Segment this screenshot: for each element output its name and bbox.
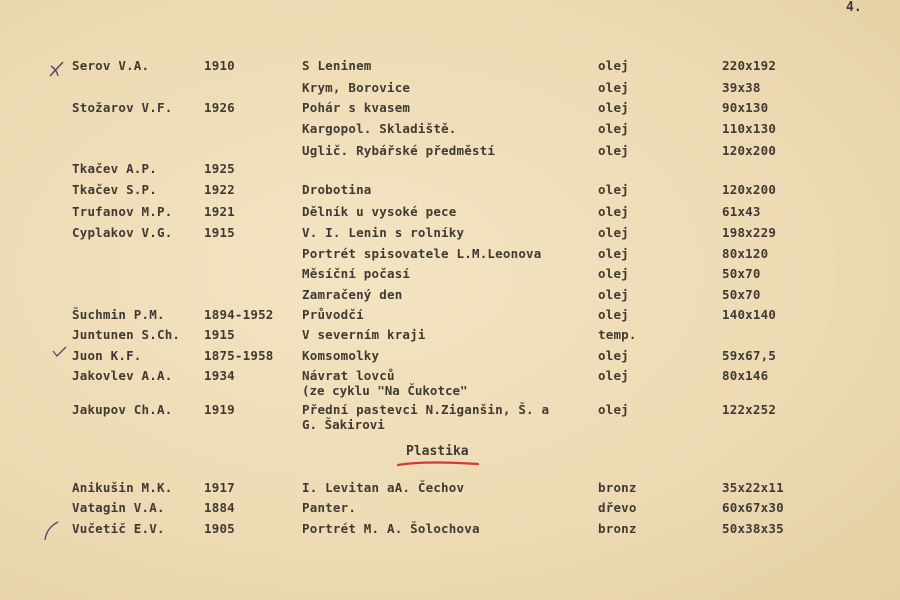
- artist-years: 1917: [204, 480, 235, 495]
- table-row: [0, 246, 900, 266]
- artwork-title: Panter.: [302, 500, 357, 515]
- artist-name: Trufanov M.P.: [72, 204, 173, 219]
- page-number: 4.: [846, 0, 862, 15]
- artist-name: Tkačev S.P.: [72, 182, 157, 197]
- artist-years: 1915: [204, 225, 235, 240]
- artwork-medium: olej: [598, 80, 629, 95]
- artwork-dimensions: 50x70: [722, 287, 761, 302]
- table-row: [0, 204, 900, 224]
- artwork-dimensions: 50x38x35: [722, 521, 784, 536]
- table-row: [0, 121, 900, 141]
- artist-years: 1884: [204, 500, 235, 515]
- artwork-title: Portrét spisovatele L.M.Leonova: [302, 246, 542, 261]
- artwork-dimensions: 61x43: [722, 204, 761, 219]
- artist-years: 1934: [204, 368, 235, 383]
- artwork-dimensions: 120x200: [722, 143, 777, 158]
- artwork-medium: olej: [598, 225, 629, 240]
- artwork-title: Komsomolky: [302, 348, 380, 363]
- artwork-dimensions: 140x140: [722, 307, 777, 322]
- artist-years: 1919: [204, 402, 235, 417]
- artwork-title: Dělník u vysoké pece: [302, 204, 457, 219]
- artwork-dimensions: 50x70: [722, 266, 761, 281]
- artwork-medium: olej: [598, 266, 629, 281]
- artwork-title: Pohár s kvasem: [302, 100, 411, 115]
- artwork-title: Návrat lovců: [302, 368, 395, 383]
- artist-years: 1905: [204, 521, 235, 536]
- artist-name: Jakovlev A.A.: [72, 368, 173, 383]
- table-row: [0, 287, 900, 307]
- table-row: [0, 480, 900, 500]
- artist-name: Jakupov Ch.A.: [72, 402, 173, 417]
- artist-years: 1875-1958: [204, 348, 274, 363]
- artwork-title: Uglič. Rybářské předměstí: [302, 143, 496, 158]
- artist-name: Vatagin V.A.: [72, 500, 165, 515]
- artwork-medium: olej: [598, 307, 629, 322]
- table-row: [0, 182, 900, 202]
- artwork-medium: bronz: [598, 521, 637, 536]
- artwork-medium: olej: [598, 58, 629, 73]
- table-row: [0, 58, 900, 78]
- table-row: [0, 368, 900, 398]
- table-row: [0, 266, 900, 286]
- artist-years: 1922: [204, 182, 235, 197]
- table-row: [0, 521, 900, 541]
- table-row: [0, 307, 900, 327]
- artist-years: 1915: [204, 327, 235, 342]
- table-row: [0, 348, 900, 368]
- artwork-title: V. I. Lenin s rolníky: [302, 225, 465, 240]
- artwork-medium: olej: [598, 246, 629, 261]
- artwork-dimensions: 80x120: [722, 246, 769, 261]
- artwork-medium: olej: [598, 100, 629, 115]
- artist-years: 1910: [204, 58, 235, 73]
- artwork-title: V severním kraji: [302, 327, 426, 342]
- table-row: [0, 327, 900, 347]
- artwork-dimensions: 39x38: [722, 80, 761, 95]
- artwork-medium: olej: [598, 182, 629, 197]
- artwork-medium: dřevo: [598, 500, 637, 515]
- artwork-dimensions: 80x146: [722, 368, 769, 383]
- artist-name: Tkačev A.P.: [72, 161, 157, 176]
- table-row: [0, 402, 900, 432]
- table-row: [0, 143, 900, 163]
- artwork-dimensions: 120x200: [722, 182, 777, 197]
- artwork-title-continued: (ze cyklu "Na Čukotce": [302, 383, 468, 398]
- artist-name: Šuchmin P.M.: [72, 307, 165, 322]
- artwork-dimensions: 90x130: [722, 100, 769, 115]
- artwork-medium: olej: [598, 204, 629, 219]
- table-row: [0, 100, 900, 120]
- artwork-title: Krym, Borovice: [302, 80, 411, 95]
- artwork-dimensions: 122x252: [722, 402, 777, 417]
- artist-years: 1926: [204, 100, 235, 115]
- artwork-title-continued: G. Šakirovi: [302, 417, 385, 432]
- table-row: [0, 500, 900, 520]
- artwork-dimensions: 59x67,5: [722, 348, 777, 363]
- artist-years: 1894-1952: [204, 307, 274, 322]
- artist-name: Cyplakov V.G.: [72, 225, 173, 240]
- artwork-dimensions: 110x130: [722, 121, 777, 136]
- artwork-title: Portrét M. A. Šolochova: [302, 521, 480, 536]
- table-row: [0, 80, 900, 100]
- artwork-title: Kargopol. Skladiště.: [302, 121, 457, 136]
- red-underline: [396, 461, 480, 467]
- artwork-dimensions: 220x192: [722, 58, 777, 73]
- artist-name: Juntunen S.Ch.: [72, 327, 181, 342]
- artwork-dimensions: 35x22x11: [722, 480, 784, 495]
- artwork-title: Drobotina: [302, 182, 372, 197]
- artwork-medium: olej: [598, 287, 629, 302]
- section-heading: Plastika: [406, 444, 469, 459]
- table-row: [0, 225, 900, 245]
- artist-name: Vučetič E.V.: [72, 521, 165, 536]
- artwork-medium: olej: [598, 348, 629, 363]
- artwork-dimensions: 60x67x30: [722, 500, 784, 515]
- table-row: [0, 161, 900, 181]
- artwork-title: S Leninem: [302, 58, 372, 73]
- artwork-title: Zamračený den: [302, 287, 403, 302]
- artist-name: Stožarov V.F.: [72, 100, 173, 115]
- artwork-medium: olej: [598, 402, 629, 417]
- artist-years: 1921: [204, 204, 235, 219]
- artwork-title: Přední pastevci N.Ziganšin, Š. a: [302, 402, 550, 417]
- artwork-dimensions: 198x229: [722, 225, 777, 240]
- artist-name: Serov V.A.: [72, 58, 150, 73]
- artwork-medium: bronz: [598, 480, 637, 495]
- artwork-medium: olej: [598, 368, 629, 383]
- artist-name: Juon K.F.: [72, 348, 142, 363]
- artwork-title: Průvodčí: [302, 307, 364, 322]
- artwork-medium: olej: [598, 143, 629, 158]
- artwork-medium: temp.: [598, 327, 637, 342]
- artist-years: 1925: [204, 161, 235, 176]
- artwork-title: Měsíční počasí: [302, 266, 411, 281]
- artwork-medium: olej: [598, 121, 629, 136]
- artwork-title: I. Levitan aA. Čechov: [302, 480, 465, 495]
- artist-name: Anikušin M.K.: [72, 480, 173, 495]
